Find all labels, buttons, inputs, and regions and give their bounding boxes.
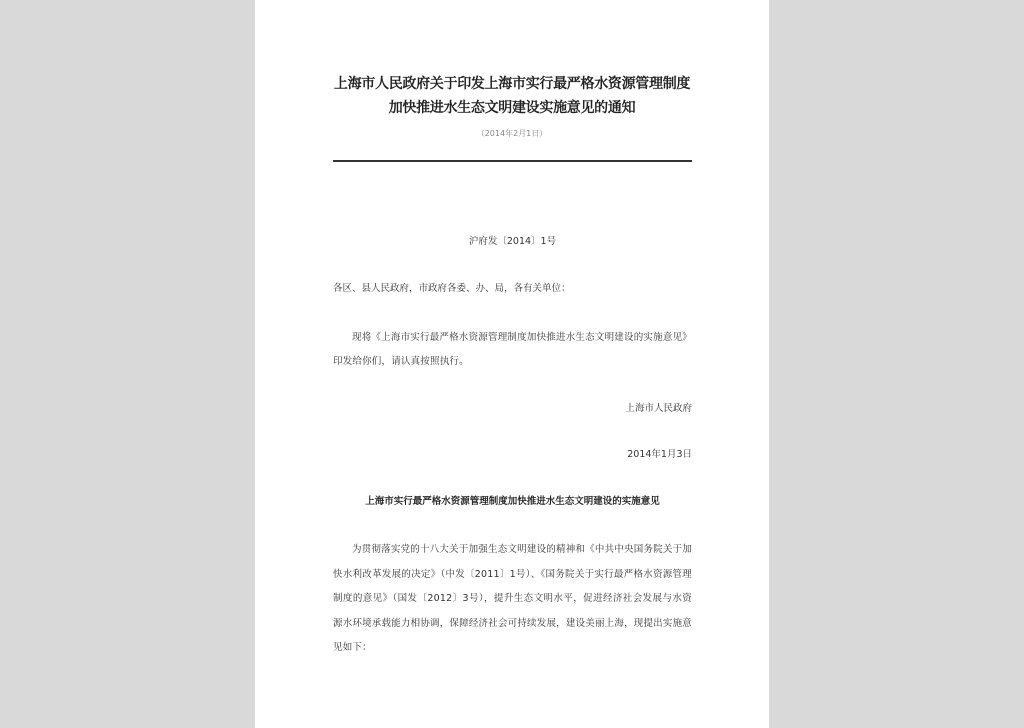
title-divider [333, 160, 692, 162]
intro-paragraph: 为贯彻落实党的十八大关于加强生态文明建设的精神和《中共中央国务院关于加快水利改革发展的决定》（中发〔2011〕1号）、《国务院关于实行最严格水资源管理制度的意见》（国发〔2012〕3号），提升生态文明水平，促进经济社会发展与水资源水环境承载能力相协调，保障经济社会可持续发展，建设美丽上海，现提出实施意见如下： [333, 544, 692, 653]
publish-date: （2014年2月1日） [476, 129, 548, 138]
attachment-subtitle: 上海市实行最严格水资源管理制度加快推进水生态文明建设的实施意见 [365, 496, 660, 507]
document-number: 沪府发〔2014〕1号 [468, 236, 557, 247]
document-title: 上海市人民政府关于印发上海市实行最严格水资源管理制度加快推进水生态文明建设实施意见的通知 [333, 76, 691, 116]
issue-date: 2014年1月3日 [627, 449, 692, 460]
notice-body: 现将《上海市实行最严格水资源管理制度加快推进水生态文明建设的实施意见》印发给你们，请认真按照执行。 [333, 332, 692, 367]
addressee-line: 各区、县人民政府，市政府各委、办、局，各有关单位： [333, 283, 571, 294]
issuer-name: 上海市人民政府 [625, 403, 692, 414]
document-page [255, 0, 769, 728]
